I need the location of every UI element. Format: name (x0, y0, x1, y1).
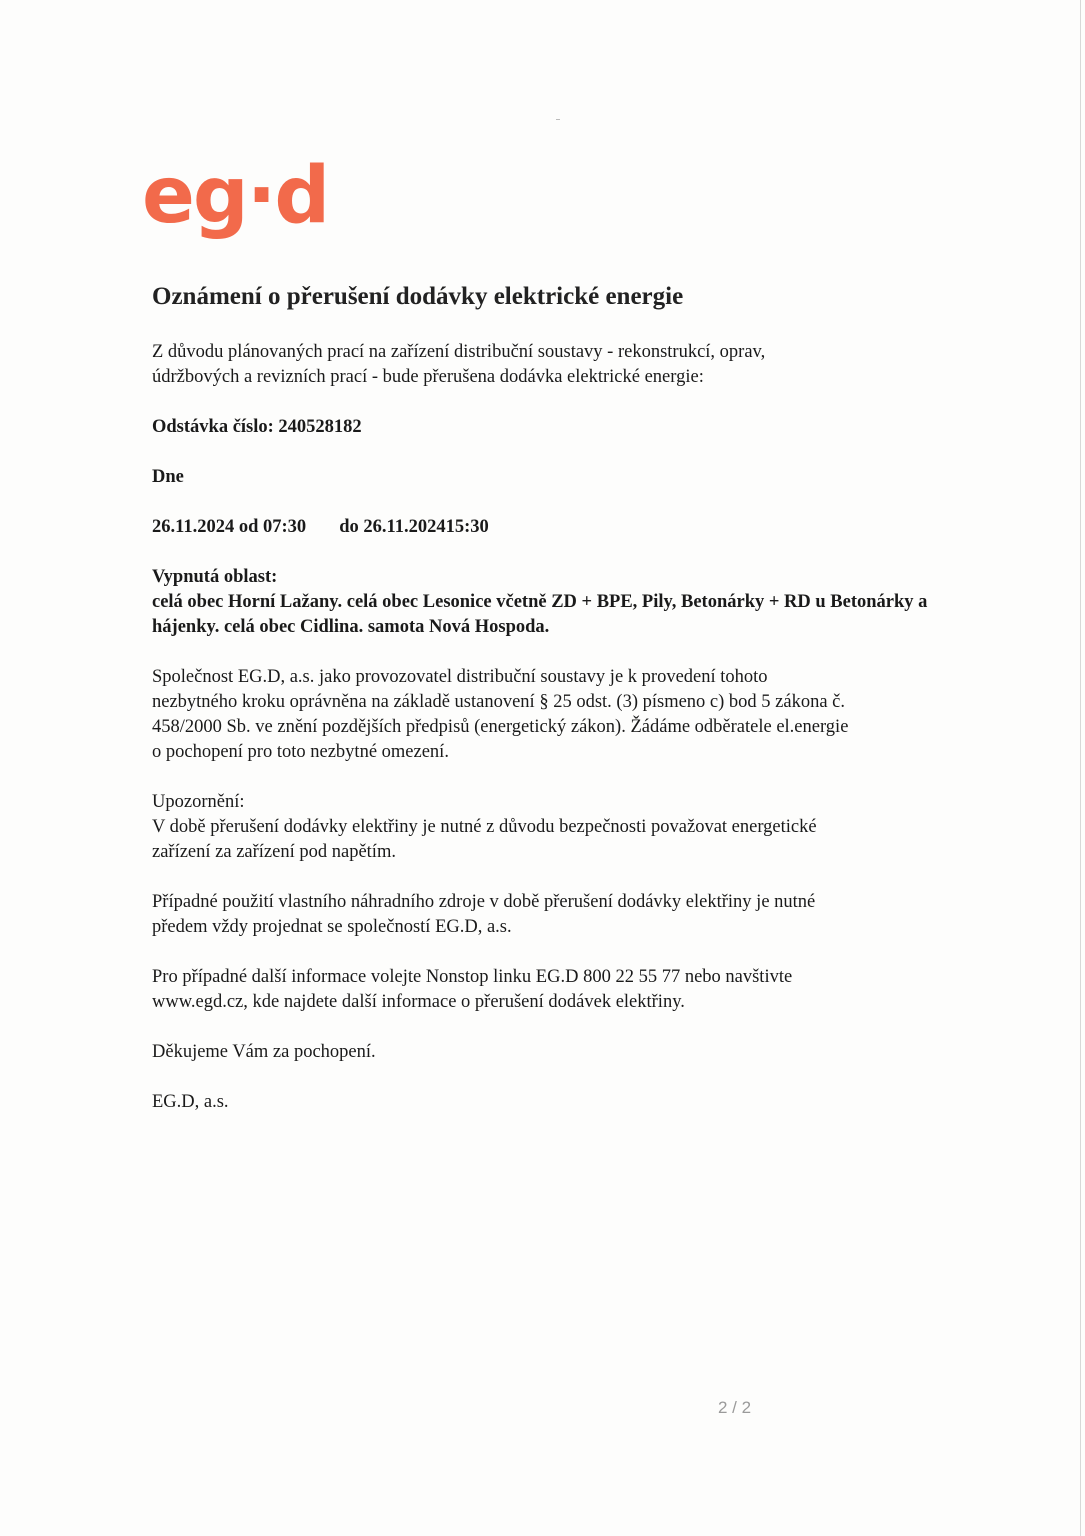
warning-label: Upozornění: (152, 792, 245, 812)
scan-edge (1080, 0, 1081, 1536)
egd-logo (142, 150, 342, 250)
outage-number: Odstávka číslo: 240528182 (152, 417, 362, 437)
intro-paragraph: Z důvodu plánovaných prací na zařízení distribuční soustavy - rekonstrukcí, oprav, údržbových a revizních prací - bude přerušena dodávka elektrické energie: (152, 342, 766, 387)
date-to: do 26.11.202415:30 (339, 517, 489, 537)
page-number: 2 / 2 (718, 1398, 752, 1417)
document-body (152, 280, 1042, 1115)
signature: EG.D, a.s. (152, 1092, 229, 1112)
info-paragraph: Pro případné další informace volejte Nonstop linku EG.D 800 22 55 77 nebo navštivte www.egd.cz, kde najdete další informace o přerušení dodávek elektřiny. (152, 967, 793, 1012)
date-range (152, 490, 1042, 540)
date-from: 26.11.2024 od 07:30 (152, 517, 307, 537)
backup-paragraph: Případné použití vlastního náhradního zdroje v době přerušení dodávky elektřiny je nutné předem vždy projednat se společností EG.D, a.s. (152, 892, 816, 937)
area-text: celá obec Horní Lažany. celá obec Lesonice včetně ZD + BPE, Pily, Betonárky + RD u Betonárky a hájenky. celá obec Cidlina. samota Nová Hospoda. (152, 592, 928, 637)
warning-text: V době přerušení dodávky elektřiny je nutné z důvodu bezpečnosti považovat energetické zařízení za zařízení pod napětím. (152, 817, 817, 862)
area-label: Vypnutá oblast: (152, 567, 278, 587)
thanks-text: Děkujeme Vám za pochopení. (152, 1042, 376, 1062)
document-title: Oznámení o přerušení dodávky elektrické energie (152, 283, 684, 310)
scan-mark (556, 116, 560, 120)
legal-paragraph: Společnost EG.D, a.s. jako provozovatel distribuční soustavy je k provedení tohoto nezbytného kroku oprávněna na základě ustanovení § 25 odst. (3) písmeno c) bod 5 zákona č. 458/2000 Sb. ve znění pozdějších předpisů (energetický zákon). Žádáme odběratele el.energie o pochopení pro toto nezbytné omezení. (152, 667, 849, 762)
date-label: Dne (152, 467, 184, 487)
logo-text: eg·d (142, 151, 329, 241)
